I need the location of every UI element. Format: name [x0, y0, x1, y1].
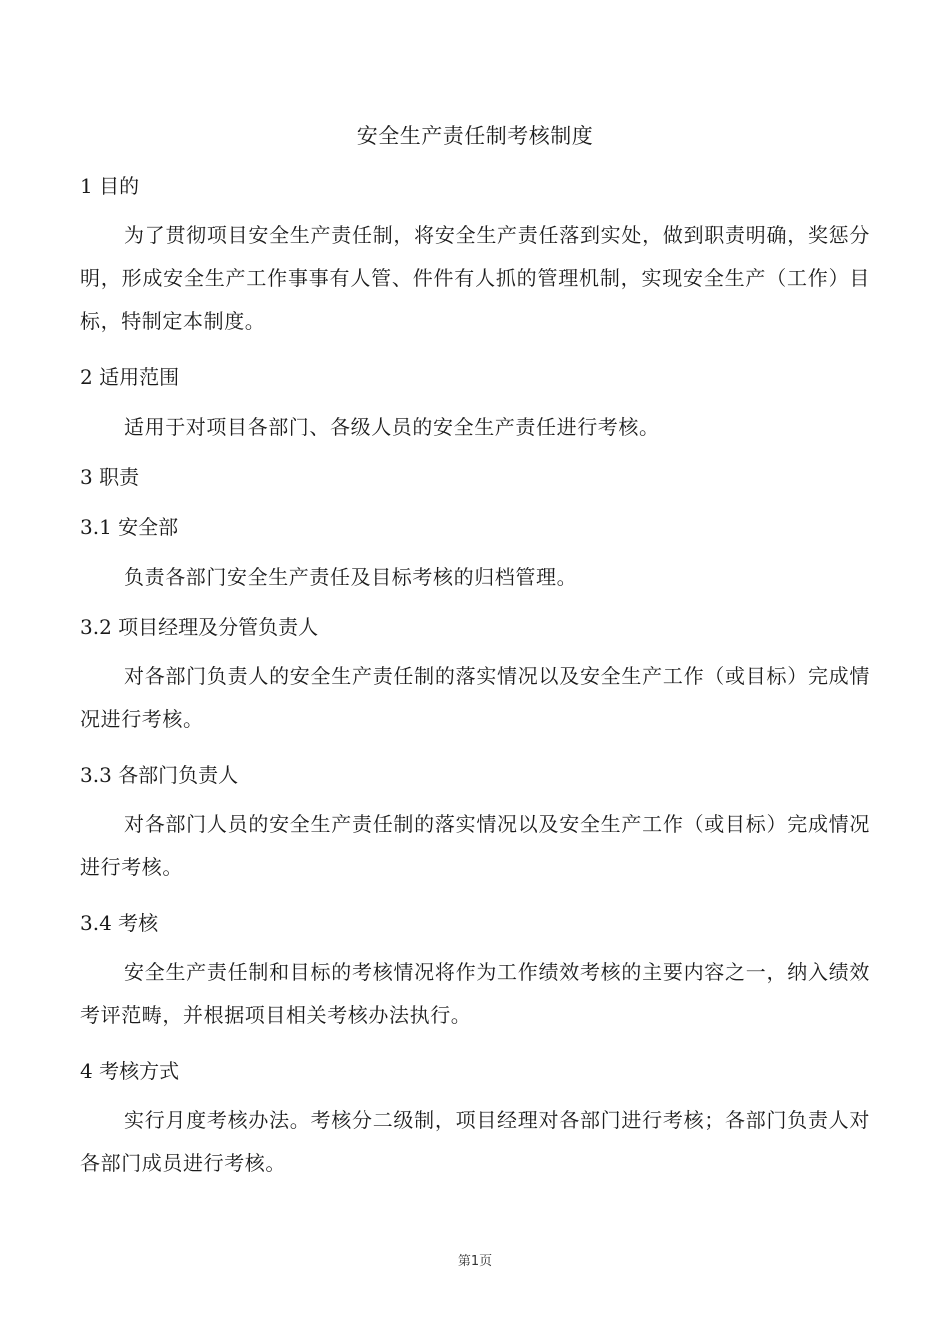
section-heading-duties: 3 职责: [80, 465, 140, 489]
section-text-assessment: 安全生产责任制和目标的考核情况将作为工作绩效考核的主要内容之一，纳入绩效考评范畴，并根据项目相关考核办法执行。: [80, 960, 870, 1027]
section-text-method: 实行月度考核办法。考核分二级制，项目经理对各部门进行考核；各部门负责人对各部门成员进行考核。: [80, 1108, 870, 1175]
page-number: 第1页: [457, 1254, 493, 1269]
section-heading-purpose: 1 目的: [80, 174, 140, 198]
section-heading-assessment: 3.4 考核: [80, 911, 159, 935]
document-title: 安全生产责任制考核制度: [356, 124, 594, 148]
section-text-project-manager: 对各部门负责人的安全生产责任制的落实情况以及安全生产工作（或目标）完成情况进行考核。: [80, 664, 870, 731]
section-heading-project-manager: 3.2 项目经理及分管负责人: [80, 615, 319, 639]
section-text-scope: 适用于对项目各部门、各级人员的安全生产责任进行考核。: [124, 415, 660, 439]
section-text-safety-dept: 负责各部门安全生产责任及目标考核的归档管理。: [124, 565, 578, 589]
section-heading-safety-dept: 3.1 安全部: [80, 515, 179, 539]
section-heading-scope: 2 适用范围: [80, 365, 180, 389]
section-heading-dept-heads: 3.3 各部门负责人: [80, 763, 239, 787]
document-page: [80, 0, 870, 1344]
section-text-purpose: 为了贯彻项目安全生产责任制，将安全生产责任落到实处，做到职责明确，奖惩分明，形成安全生产工作事事有人管、件件有人抓的管理机制，实现安全生产（工作）目标，特制定本制度。: [80, 223, 870, 333]
section-heading-method: 4 考核方式: [80, 1059, 180, 1083]
section-text-dept-heads: 对各部门人员的安全生产责任制的落实情况以及安全生产工作（或目标）完成情况进行考核。: [80, 812, 870, 879]
document-body: [80, 170, 870, 1203]
